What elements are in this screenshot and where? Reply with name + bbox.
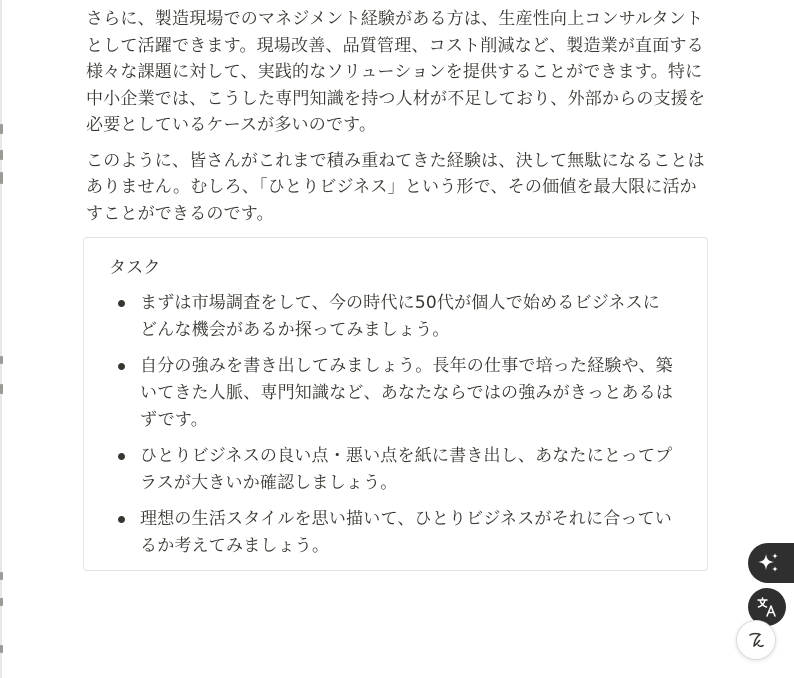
left-edge-mark	[0, 598, 3, 606]
list-item	[114, 353, 674, 434]
translate-icon	[755, 595, 779, 619]
list-item	[114, 443, 674, 497]
left-edge-mark	[0, 572, 3, 580]
list-item-text: 自分の強みを書き出してみましょう。長年の仕事で培った経験や、築いてきた人脈、専門知識など、あなたならではの強みがきっとあるはずです。	[140, 356, 674, 430]
task-list	[114, 290, 674, 569]
bullet-icon	[118, 453, 125, 460]
help-button[interactable]	[736, 620, 776, 660]
bullet-icon	[118, 363, 125, 370]
bullet-icon	[118, 516, 125, 523]
bullet-icon	[118, 300, 125, 307]
list-item-text: まずは市場調査をして、今の時代に50代が個人で始めるビジネスにどんな機会があるか探ってみましょう。	[140, 293, 660, 340]
paragraph: このように、皆さんがこれまで積み重ねてきた経験は、決して無駄になることはありません。むしろ、「ひとりビジネス」という形で、その価値を最大限に活かすことができるのです。	[86, 150, 705, 224]
list-item	[114, 506, 674, 560]
task-title: タスク	[109, 258, 161, 278]
document-body	[86, 6, 710, 236]
task-callout	[83, 237, 708, 571]
ai-assistant-button[interactable]	[748, 543, 794, 583]
list-item-text: 理想の生活スタイルを思い描いて、ひとりビジネスがそれに合っているか考えてみましょう。	[140, 509, 673, 556]
list-item-text: ひとりビジネスの良い点・悪い点を紙に書き出し、あなたにとってプラスが大きいか確認しましょう。	[140, 446, 673, 493]
left-edge-mark	[0, 645, 3, 653]
sparkles-icon	[749, 543, 789, 583]
left-edge-mark	[0, 150, 3, 160]
paragraph: さらに、製造現場でのマネジメント経験がある方は、生産性向上コンサルタントとして活躍できます。現場改善、品質管理、コスト削減など、製造業が直面する様々な課題に対して、実践的なソリューションを提供することができます。特に中小企業では、こうした専門知識を持つ人材が不足しており、外部からの支援を必要としているケースが多いのです。	[86, 9, 706, 135]
pen-scribble-icon	[744, 628, 768, 652]
left-edge-mark	[0, 172, 3, 184]
list-item	[114, 290, 674, 344]
left-edge-mark	[0, 356, 3, 364]
left-edge-mark	[0, 124, 3, 134]
left-edge-mark	[0, 384, 3, 394]
